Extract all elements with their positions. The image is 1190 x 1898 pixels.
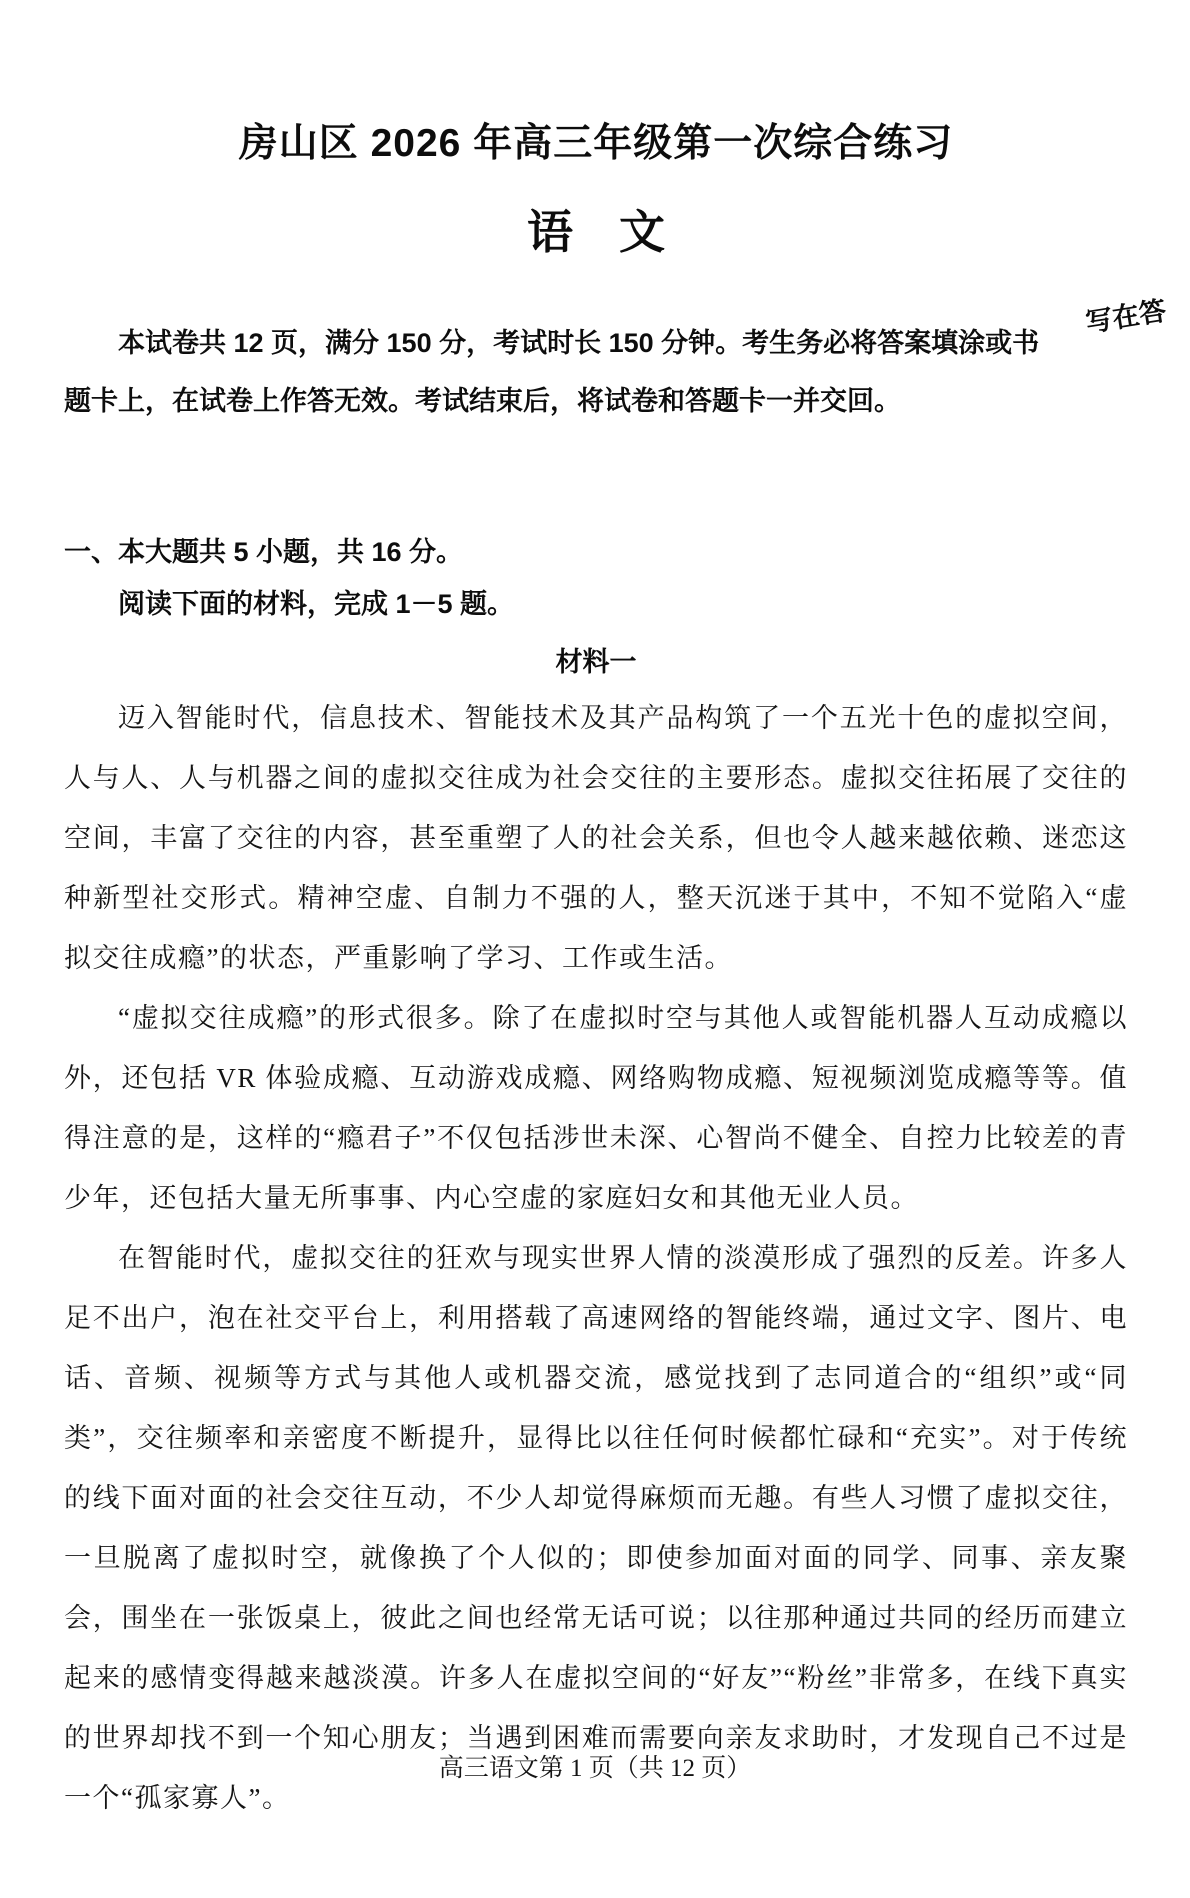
material-paragraph: 迈入智能时代，信息技术、智能技术及其产品构筑了一个五光十色的虚拟空间，人与人、人与机器之间的虚拟交往成为社会交往的主要形态。虚拟交往拓展了交往的空间，丰富了交往的内容，甚至重塑了人的社会关系，但也令人越来越依赖、迷恋这种新型社交形式。精神空虚、自制力不强的人，整天沉迷于其中，不知不觉陷入“虚拟交往成瘾”的状态，严重影响了学习、工作或生活。 [64,703,1128,973]
notice-line-1 [64,295,1169,372]
material-one-title: 材料一 [555,647,637,677]
notice-line-1-text: 本试卷共 12 页，满分 150 分，考试时长 150 分钟。考生务必将答案填涂或书 [118,328,1040,358]
notice-line-2: 题卡上，在试卷上作答无效。考试结束后，将试卷和答题卡一并交回。 [64,386,901,416]
exam-notice [64,295,1169,430]
page-footer: 高三语文第 1 页（共 12 页） [438,1755,752,1782]
material-one-body [64,688,1128,1828]
notice-line-1-skewed-tail: 写在答 [1083,295,1169,338]
exam-title: 房山区 2026 年高三年级第一次综合练习 [238,122,954,165]
section-one-heading: 一、本大题共 5 小题，共 16 分。 [64,537,464,567]
exam-subject: 语 文 [527,206,665,258]
section-one-instruction: 阅读下面的材料，完成 1－5 题。 [118,589,515,619]
material-paragraph: 在智能时代，虚拟交往的狂欢与现实世界人情的淡漠形成了强烈的反差。许多人足不出户，泡在社交平台上，利用搭载了高速网络的智能终端，通过文字、图片、电话、音频、视频等方式与其他人或机器交流，感觉找到了志同道合的“组织”或“同类”，交往频率和亲密度不断提升，显得比以往任何时候都忙碌和“充实”。对于传统的线下面对面的社会交往互动，不少人却觉得麻烦而无趣。有些人习惯了虚拟交往，一旦脱离了虚拟时空，就像换了个人似的；即使参加面对面的同学、同事、亲友聚会，围坐在一张饭桌上，彼此之间也经常无话可说；以往那种通过共同的经历而建立起来的感情变得越来越淡漠。许多人在虚拟空间的“好友”“粉丝”非常多，在线下真实的世界却找不到一个知心朋友；当遇到困难而需要向亲友求助时，才发现自己不过是一个“孤家寡人”。 [64,1243,1128,1813]
material-paragraph: “虚拟交往成瘾”的形式很多。除了在虚拟时空与其他人或智能机器人互动成瘾以外，还包括 VR 体验成瘾、互动游戏成瘾、网络购物成瘾、短视频浏览成瘾等等。值得注意的是，这样的“瘾君子”不仅包括涉世未深、心智尚不健全、自控力比较差的青少年，还包括大量无所事事、内心空虚的家庭妇女和其他无业人员。 [64,1003,1128,1213]
